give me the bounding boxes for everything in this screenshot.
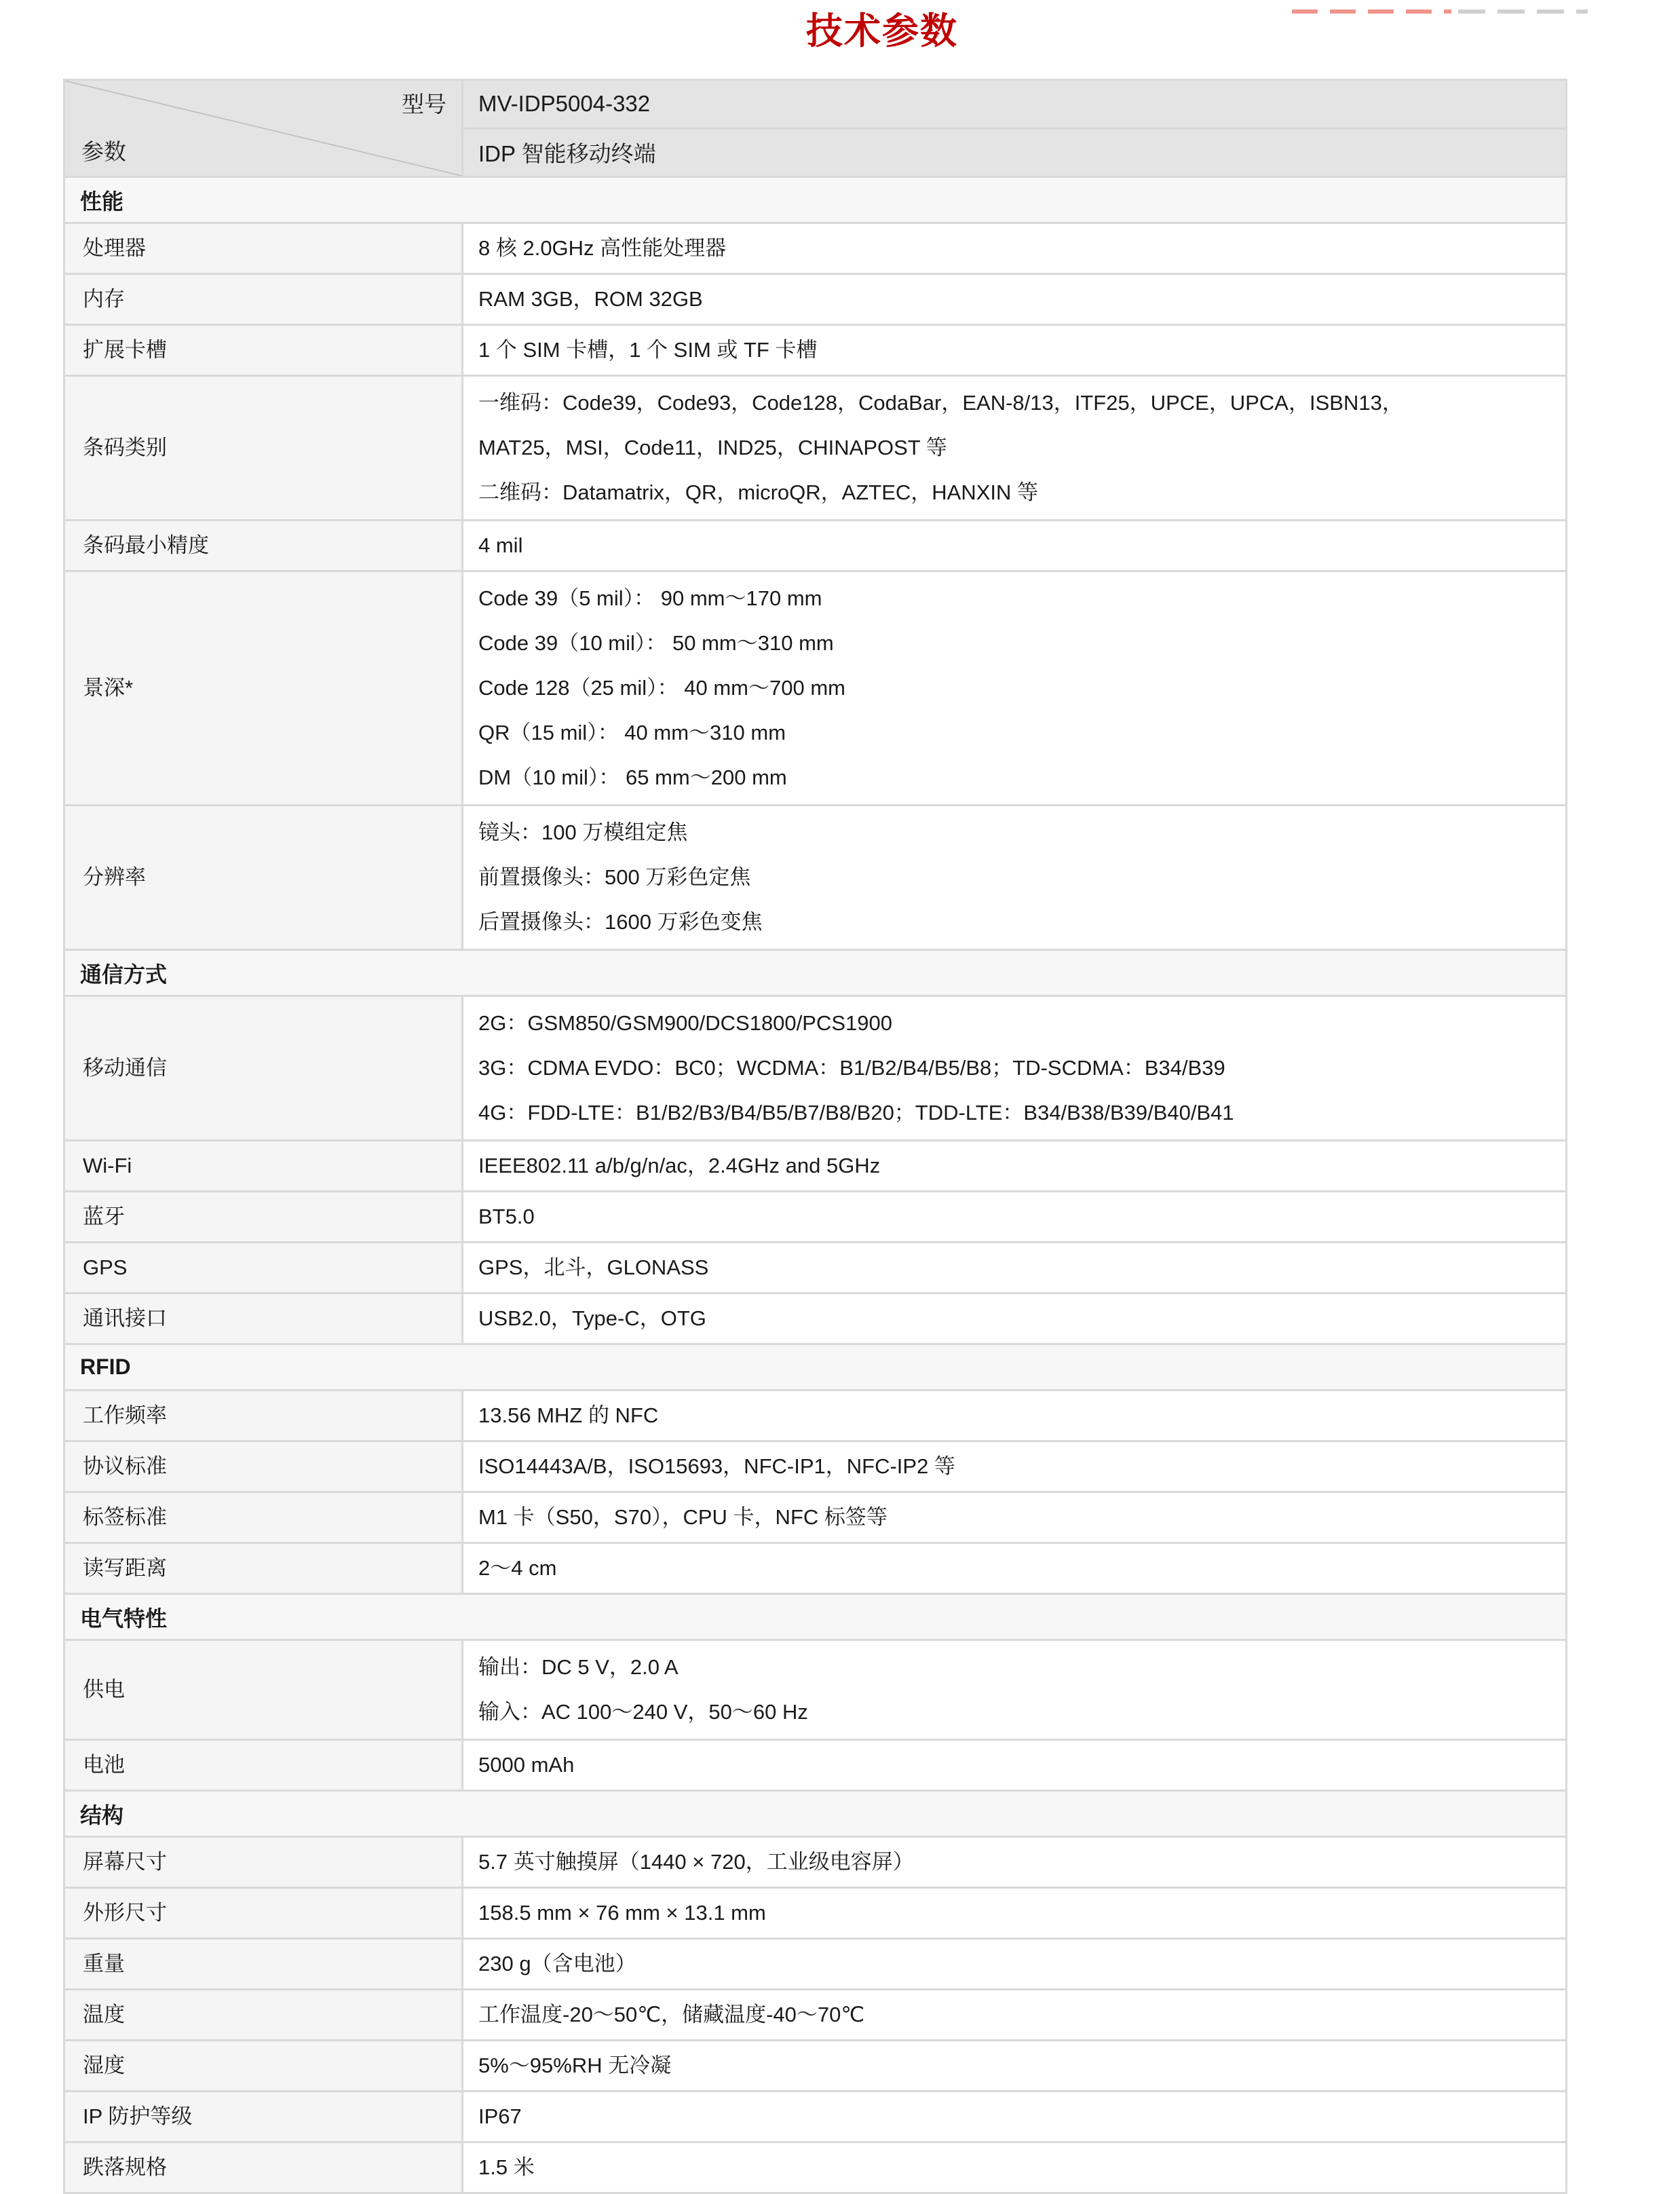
spec-value-line: 输入：AC 100～240 V，50～60 Hz bbox=[478, 1700, 808, 1724]
spec-row bbox=[64, 325, 1567, 376]
spec-value-line: 8 核 2.0GHz 高性能处理器 bbox=[478, 236, 727, 260]
spec-value bbox=[463, 571, 1567, 806]
spec-value-line: 二维码：Datamatrix，QR，microQR，AZTEC，HANXIN 等 bbox=[478, 480, 1038, 504]
spec-row bbox=[64, 1293, 1567, 1344]
spec-value bbox=[463, 1441, 1567, 1492]
spec-value bbox=[463, 1939, 1567, 1990]
logo-fragment-red-part bbox=[1292, 10, 1451, 14]
spec-label: 温度 bbox=[64, 1990, 463, 2041]
spec-value-line: BT5.0 bbox=[478, 1205, 535, 1228]
spec-label: 内存 bbox=[64, 274, 463, 325]
spec-row bbox=[64, 1640, 1567, 1740]
spec-label: 湿度 bbox=[64, 2041, 463, 2092]
spec-value-line: 158.5 mm × 76 mm × 13.1 mm bbox=[478, 1901, 766, 1925]
spec-value bbox=[463, 376, 1567, 521]
spec-value bbox=[463, 1990, 1567, 2041]
spec-value bbox=[463, 1740, 1567, 1791]
header-row-model bbox=[64, 80, 1567, 129]
spec-row bbox=[64, 2041, 1567, 2092]
spec-value-line: QR（15 mil）： 40 mm～310 mm bbox=[478, 721, 786, 744]
spec-value bbox=[463, 325, 1567, 376]
spec-sheet-page bbox=[0, 10, 1680, 2179]
spec-label: 扩展卡槽 bbox=[64, 325, 463, 376]
spec-row bbox=[64, 1990, 1567, 2041]
section-title: 电气特性 bbox=[64, 1594, 1567, 1640]
spec-value-line: 13.56 MHZ 的 NFC bbox=[478, 1403, 659, 1427]
spec-table bbox=[63, 79, 1567, 2194]
spec-label: 通讯接口 bbox=[64, 1293, 463, 1344]
spec-row bbox=[64, 1391, 1567, 1441]
spec-row bbox=[64, 1141, 1567, 1192]
spec-row bbox=[64, 1492, 1567, 1543]
spec-row bbox=[64, 1837, 1567, 1888]
logo-fragment-gray-part bbox=[1458, 10, 1588, 14]
spec-label: 蓝牙 bbox=[64, 1192, 463, 1243]
spec-row bbox=[64, 2142, 1567, 2193]
spec-label: 条码类别 bbox=[64, 376, 463, 521]
spec-label: 外形尺寸 bbox=[64, 1888, 463, 1939]
spec-value-line: ISO14443A/B，ISO15693，NFC-IP1，NFC-IP2 等 bbox=[478, 1454, 955, 1478]
spec-label: 移动通信 bbox=[64, 996, 463, 1141]
spec-value-line: 一维码：Code39，Code93，Code128，CodaBar，EAN-8/13，ITF25，UPCE，UPCA，ISBN13， bbox=[478, 391, 1403, 415]
spec-row bbox=[64, 1740, 1567, 1791]
spec-value-line: 1.5 米 bbox=[478, 2155, 535, 2179]
spec-value-line: 2G：GSM850/GSM900/DCS1800/PCS1900 bbox=[478, 1011, 892, 1035]
spec-value bbox=[463, 1492, 1567, 1543]
spec-value-line: MAT25，MSI，Code11，IND25，CHINAPOST 等 bbox=[478, 436, 947, 459]
section-header-row bbox=[64, 1791, 1567, 1837]
spec-value-line: 1 个 SIM 卡槽，1 个 SIM 或 TF 卡槽 bbox=[478, 338, 818, 362]
spec-value bbox=[463, 1243, 1567, 1293]
spec-value-line: 镜头：100 万模组定焦 bbox=[478, 820, 688, 844]
section-title: 通信方式 bbox=[64, 950, 1567, 996]
spec-value bbox=[463, 2142, 1567, 2193]
spec-value-line: 4 mil bbox=[478, 533, 523, 557]
section-title: 性能 bbox=[64, 177, 1567, 223]
spec-value bbox=[463, 1837, 1567, 1888]
spec-row bbox=[64, 223, 1567, 274]
spec-value bbox=[463, 1543, 1567, 1594]
page-title: 技术参数 bbox=[806, 11, 958, 52]
spec-value bbox=[463, 1141, 1567, 1192]
spec-label: 条码最小精度 bbox=[64, 521, 463, 571]
spec-row bbox=[64, 806, 1567, 950]
header-diagonal-cell bbox=[64, 80, 463, 177]
section-header-row bbox=[64, 1344, 1567, 1391]
model-value-cell: MV-IDP5004-332 bbox=[463, 80, 1567, 129]
spec-value bbox=[463, 1888, 1567, 1939]
spec-value-line: 3G：CDMA EVDO：BC0；WCDMA：B1/B2/B4/B5/B8；TD-SCDMA：B34/B39 bbox=[478, 1056, 1225, 1080]
model-axis-label: 型号 bbox=[402, 92, 446, 117]
spec-value-line: 2～4 cm bbox=[478, 1556, 557, 1580]
section-header-row bbox=[64, 177, 1567, 223]
spec-row bbox=[64, 1543, 1567, 1594]
spec-label: 电池 bbox=[64, 1740, 463, 1791]
spec-value bbox=[463, 274, 1567, 325]
spec-label: 屏幕尺寸 bbox=[64, 1837, 463, 1888]
spec-label: Wi-Fi bbox=[64, 1141, 463, 1192]
spec-value bbox=[463, 806, 1567, 950]
spec-value bbox=[463, 1640, 1567, 1740]
spec-value bbox=[463, 1192, 1567, 1243]
spec-row bbox=[64, 571, 1567, 806]
spec-value-line: 前置摄像头：500 万彩色定焦 bbox=[478, 865, 751, 889]
spec-value bbox=[463, 1293, 1567, 1344]
spec-label: 供电 bbox=[64, 1640, 463, 1740]
section-title: RFID bbox=[64, 1344, 1567, 1391]
spec-label: 跌落规格 bbox=[64, 2142, 463, 2193]
spec-value-line: Code 128（25 mil）： 40 mm～700 mm bbox=[478, 676, 845, 700]
spec-value bbox=[463, 2041, 1567, 2092]
spec-value-line: 工作温度-20～50℃，储藏温度-40～70℃ bbox=[478, 2003, 865, 2026]
spec-row bbox=[64, 2092, 1567, 2142]
cropped-logo-fragment bbox=[1292, 10, 1588, 14]
spec-label: 读写距离 bbox=[64, 1543, 463, 1594]
spec-value-line: RAM 3GB，ROM 32GB bbox=[478, 287, 703, 311]
spec-value-line: USB2.0，Type-C，OTG bbox=[478, 1306, 706, 1330]
section-title: 结构 bbox=[64, 1791, 1567, 1837]
product-name-cell: IDP 智能移动终端 bbox=[463, 128, 1567, 177]
spec-value-line: DM（10 mil）： 65 mm～200 mm bbox=[478, 765, 787, 789]
spec-row bbox=[64, 521, 1567, 571]
param-axis-label: 参数 bbox=[81, 139, 126, 164]
spec-value-line: 后置摄像头：1600 万彩色变焦 bbox=[478, 910, 763, 934]
spec-row bbox=[64, 1441, 1567, 1492]
spec-value-line: 输出：DC 5 V，2.0 A bbox=[478, 1655, 679, 1679]
spec-label: IP 防护等级 bbox=[64, 2092, 463, 2142]
spec-label: 景深* bbox=[64, 571, 463, 806]
spec-value-line: 5%～95%RH 无冷凝 bbox=[478, 2054, 672, 2077]
spec-value-line: 230 g（含电池） bbox=[478, 1952, 636, 1975]
spec-row bbox=[64, 1888, 1567, 1939]
section-header-row bbox=[64, 950, 1567, 996]
spec-value-line: 5000 mAh bbox=[478, 1753, 575, 1777]
spec-label: 分辨率 bbox=[64, 806, 463, 950]
spec-label: 重量 bbox=[64, 1939, 463, 1990]
spec-value-line: Code 39（5 mil）： 90 mm～170 mm bbox=[478, 586, 822, 610]
spec-label: 标签标准 bbox=[64, 1492, 463, 1543]
spec-value-line: M1 卡（S50，S70），CPU 卡，NFC 标签等 bbox=[478, 1505, 887, 1529]
spec-label: 处理器 bbox=[64, 223, 463, 274]
spec-value-line: 4G：FDD-LTE：B1/B2/B3/B4/B5/B7/B8/B20；TDD-LTE：B34/B38/B39/B40/B41 bbox=[478, 1101, 1234, 1124]
spec-row bbox=[64, 376, 1567, 521]
spec-row bbox=[64, 1192, 1567, 1243]
spec-value bbox=[463, 521, 1567, 571]
spec-value bbox=[463, 1391, 1567, 1441]
spec-label: 协议标准 bbox=[64, 1441, 463, 1492]
spec-value bbox=[463, 223, 1567, 274]
section-header-row bbox=[64, 1594, 1567, 1640]
spec-value-line: GPS，北斗，GLONASS bbox=[478, 1255, 709, 1279]
spec-label: 工作频率 bbox=[64, 1391, 463, 1441]
spec-value-line: IEEE802.11 a/b/g/n/ac，2.4GHz and 5GHz bbox=[478, 1154, 881, 1177]
spec-value bbox=[463, 996, 1567, 1141]
spec-row bbox=[64, 996, 1567, 1141]
spec-value-line: IP67 bbox=[478, 2104, 522, 2128]
spec-row bbox=[64, 1939, 1567, 1990]
spec-label: GPS bbox=[64, 1243, 463, 1293]
spec-value bbox=[463, 2092, 1567, 2142]
spec-value-line: Code 39（10 mil）： 50 mm～310 mm bbox=[478, 631, 834, 655]
spec-value-line: 5.7 英寸触摸屏（1440 × 720，工业级电容屏） bbox=[478, 1850, 914, 1874]
spec-row bbox=[64, 274, 1567, 325]
spec-row bbox=[64, 1243, 1567, 1293]
